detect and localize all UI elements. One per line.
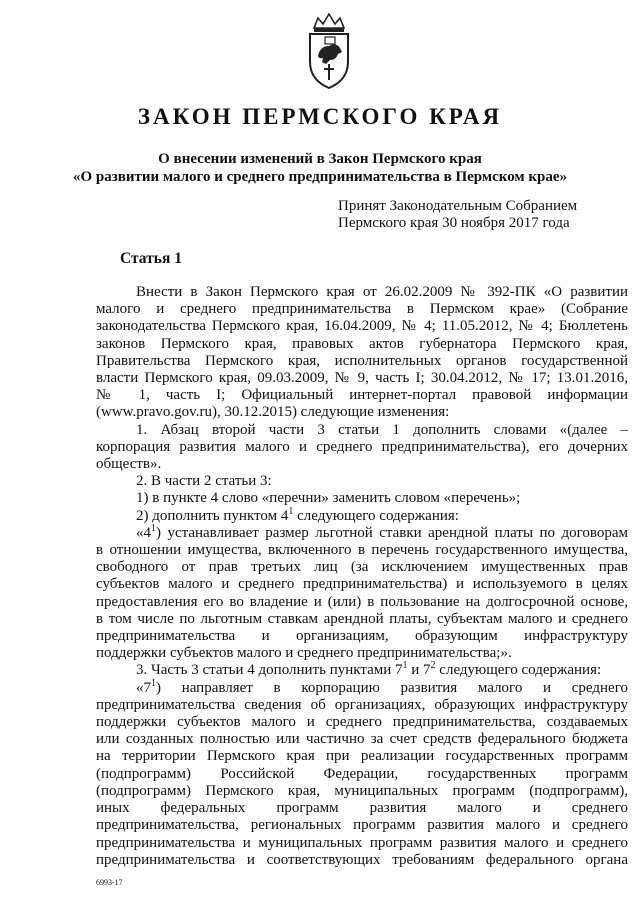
body-line bbox=[96, 505, 628, 525]
text-span: 2) дополнить пунктом 4 bbox=[136, 507, 289, 524]
body-line: в том числе по льготным ставкам арендной платы, субъектам малого и среднего bbox=[96, 610, 628, 627]
adoption-note bbox=[338, 198, 577, 232]
body-line: 2. В части 2 статьи 3: bbox=[136, 473, 272, 490]
body-line: предоставления его во владение и (или) в пользование на долгосрочной основе, bbox=[96, 593, 628, 610]
text-span: следующего содержания: bbox=[293, 507, 459, 524]
text-span: 3. Часть 3 статьи 4 дополнить пунктами 7 bbox=[136, 662, 403, 679]
body-line: 1. Абзац второй части 3 статьи 1 дополнить словами «(далее – bbox=[136, 421, 628, 438]
body-line: или созданных полностью или частично за счет средств федерального бюджета bbox=[96, 731, 628, 748]
superscript: 1 bbox=[402, 660, 408, 672]
body-line: поддержки субъектов малого и среднего предпринимательства;». bbox=[96, 645, 512, 662]
body-line: предпринимательства, региональных программ развития малого и среднего bbox=[96, 817, 628, 834]
body-line: законодательства Пермского края, 16.04.2009, № 4; 11.05.2012, № 4; Бюллетень bbox=[96, 318, 628, 335]
superscript: 1 bbox=[288, 505, 294, 517]
body-line: законов Пермского края, правовых актов губернатора Пермского края, bbox=[96, 335, 628, 352]
body-line: предпринимательства и организациям, образующим инфраструктуру bbox=[96, 628, 628, 645]
body-line: в отношении имущества, включенного в перечень государственного имущества, bbox=[96, 542, 628, 559]
superscript: 2 bbox=[430, 660, 436, 672]
body-line bbox=[96, 522, 628, 542]
text-span: ) направляет в корпорацию развития малого и среднего bbox=[156, 679, 628, 696]
superscript: 1 bbox=[151, 677, 156, 689]
adoption-line: Пермского края 30 ноября 2017 года bbox=[338, 215, 570, 231]
body-line: (подпрограмм) Российской Федерации, государственных программ bbox=[96, 765, 628, 782]
document-number: 6993-17 bbox=[96, 878, 123, 887]
body-line: 1) в пункте 4 слово «перечни» заменить словом «перечень»; bbox=[136, 490, 521, 507]
text-span: ) устанавливает размер льготной ставки арендной платы по договорам bbox=[156, 524, 628, 541]
body-line: малого и среднего предпринимательства в Пермском крае» (Собрание bbox=[96, 301, 628, 318]
text-span: следующего содержания: bbox=[435, 662, 602, 679]
body-line: № 1, часть I; Официальный интернет-портал правовой информации bbox=[96, 387, 628, 404]
body-line: предпринимательства и соответствующих требованиям федерального органа bbox=[96, 851, 628, 868]
body-line: (www.pravo.gov.ru), 30.12.2015) следующие изменения: bbox=[96, 404, 450, 421]
text-span: и 7 bbox=[407, 662, 431, 679]
body-line: субъектов малого и среднего предпринимательства) и используемого в целях bbox=[96, 576, 628, 593]
body-line: обществ». bbox=[96, 456, 162, 473]
body-line: корпорация развития малого и среднего предпринимательства), его дочерних bbox=[96, 438, 628, 455]
article-heading: Статья 1 bbox=[120, 250, 182, 267]
text-span: «4 bbox=[136, 524, 151, 541]
body-line: иных федеральных программ развития малого и среднего bbox=[96, 800, 628, 817]
superscript: 1 bbox=[151, 522, 156, 534]
body-line: предпринимательства и муниципальных программ развития малого и среднего bbox=[96, 834, 628, 851]
body-line: Внести в Закон Пермского края от 26.02.2009 № 392-ПК «О развитии bbox=[136, 284, 628, 300]
perm-krai-coat-of-arms-icon bbox=[296, 12, 362, 90]
text-span: «7 bbox=[136, 679, 151, 696]
law-subtitle bbox=[0, 150, 640, 186]
body-line: поддержки субъектов малого и среднего предпринимательства, создаваемых bbox=[96, 714, 628, 731]
law-title: ЗАКОН ПЕРМСКОГО КРАЯ bbox=[137, 104, 503, 129]
body-line: предпринимательства сведения об организациях, образующих инфраструктуру bbox=[96, 696, 628, 713]
body-line: свободного от прав третьих лиц (за исключением имущественных прав bbox=[96, 559, 628, 576]
body-line bbox=[96, 677, 628, 697]
body-line: (подпрограмм) Пермского края, муниципальных программ (подпрограмм), bbox=[96, 782, 628, 799]
subtitle-line: О внесении изменений в Закон Пермского края bbox=[158, 151, 482, 167]
subtitle-line: «О развитии малого и среднего предпринимательства в Пермском крае» bbox=[72, 169, 568, 185]
body-line: Правительства Пермского края, исполнительных органов государственной bbox=[96, 352, 628, 369]
adoption-line: Принят Законодательным Собранием bbox=[338, 198, 578, 214]
body-line: власти Пермского края, 09.03.2009, № 9, часть I; 30.04.2012, № 17; 13.01.2016, bbox=[96, 370, 628, 387]
article-body bbox=[96, 284, 628, 869]
body-line bbox=[96, 662, 628, 679]
body-line: на территории Пермского края при реализации государственных программ bbox=[96, 748, 628, 765]
